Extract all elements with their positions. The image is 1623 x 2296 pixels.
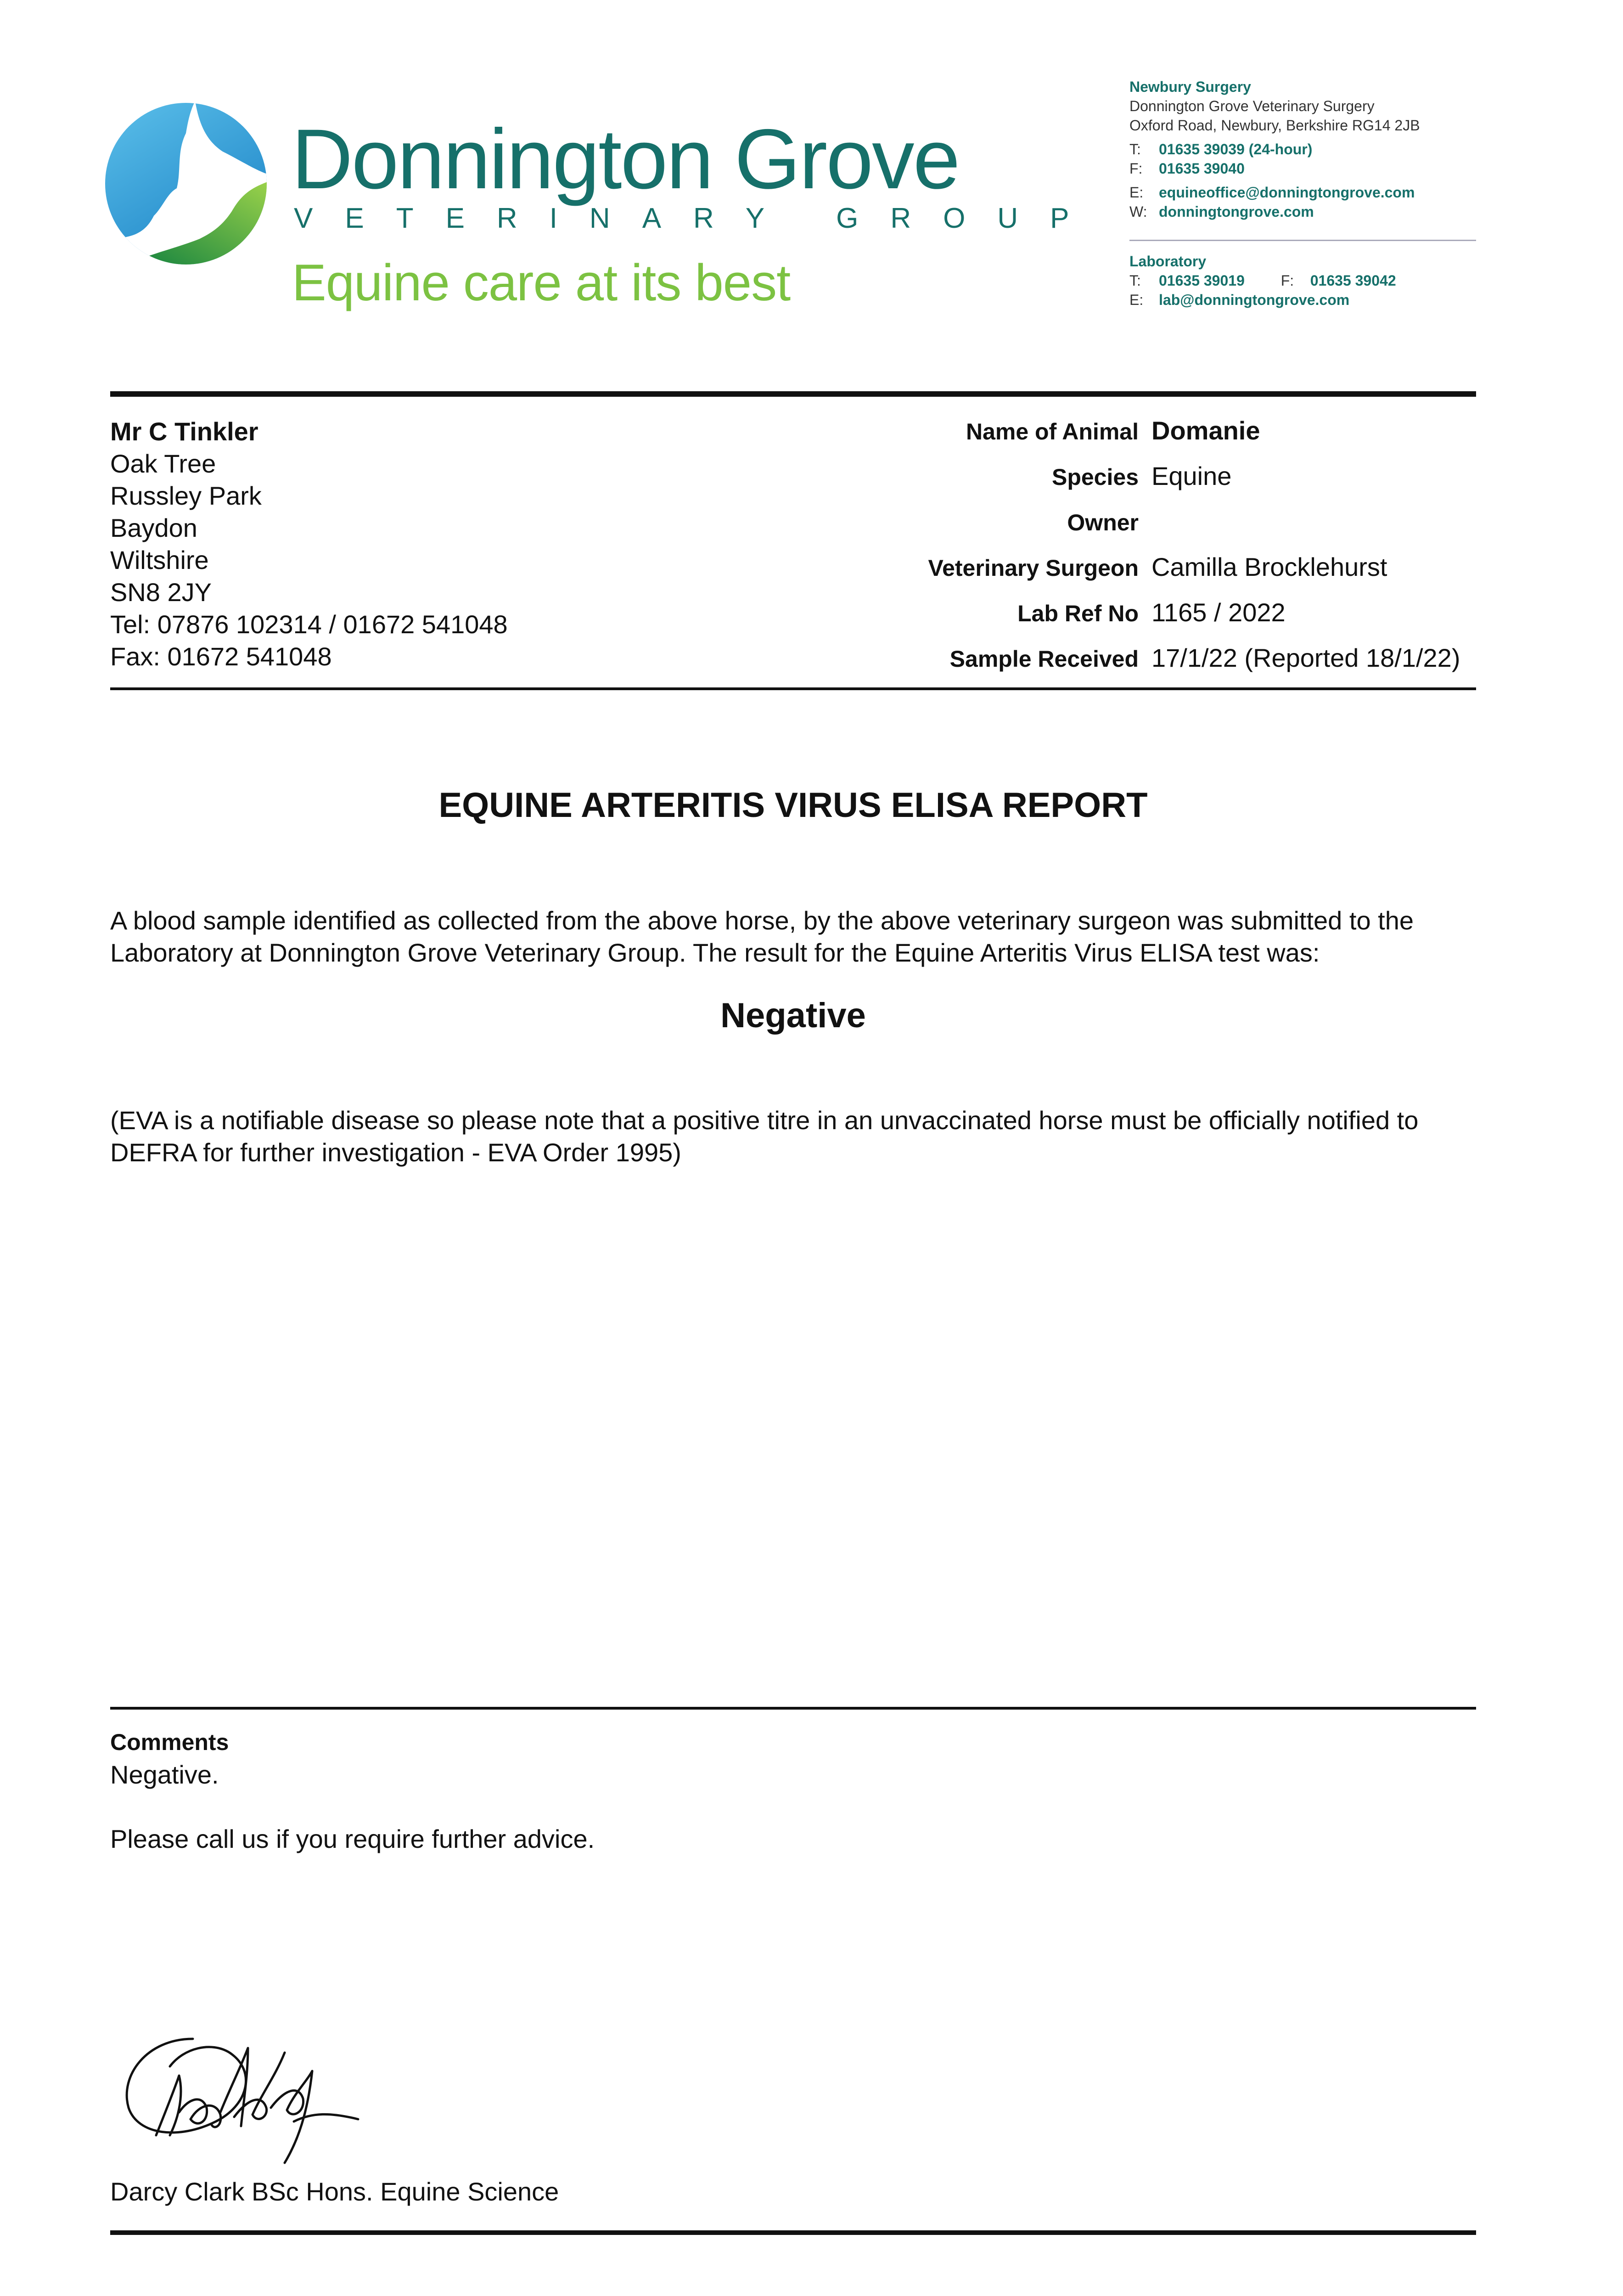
surgery-web-label: W: (1129, 203, 1147, 220)
comments-rule (110, 1707, 1476, 1710)
signature-image (110, 2020, 367, 2177)
client-postcode: SN8 2JY (110, 578, 212, 607)
detail-label: Sample Received (949, 646, 1139, 672)
animal-name-value: Domanie (1151, 416, 1260, 445)
brand-name: Donnington Grove (292, 112, 959, 207)
detail-label: Name of Animal (966, 419, 1139, 445)
header-rule (110, 391, 1476, 397)
species-value: Equine (1151, 461, 1232, 490)
detail-label: Species (1051, 464, 1139, 490)
report-note: (EVA is a notifiable disease so please note that a positive titre in an unvaccinated horse must be officially notified to DEFRA for further investigation - EVA Order 1995) (110, 1106, 1419, 1167)
detail-label: Lab Ref No (1017, 601, 1139, 626)
detail-row-species (781, 461, 1476, 506)
lab-email-label: E: (1129, 292, 1144, 308)
lab-email-link[interactable]: lab@donningtongrove.com (1159, 292, 1350, 308)
surgery-tel[interactable]: 01635 39039 (24-hour) (1159, 141, 1313, 158)
report-intro: A blood sample identified as collected from the above horse, by the above veterinary surgeon was submitted to the Laboratory at Donnington Grove Veterinary Group. The result for the Equine Arteritis Virus ELISA test was: (110, 906, 1414, 967)
footer-rule (110, 2230, 1476, 2235)
laboratory-contact-block (1129, 252, 1478, 310)
surgery-website-link[interactable]: donningtongrove.com (1159, 203, 1314, 220)
surgery-tel-label: T: (1129, 141, 1141, 158)
detail-label: Owner (1067, 510, 1139, 535)
advice-text: Please call us if you require further advice. (110, 1824, 595, 1853)
detail-row-sample-received (781, 643, 1476, 688)
brand-subtitle: VETERINARY GROUP (294, 203, 1101, 234)
client-address-block (110, 416, 508, 673)
surgery-address-line2: Oxford Road, Newbury, Berkshire RG14 2JB (1129, 117, 1420, 134)
comments-text: Negative. (110, 1760, 219, 1789)
lab-tel[interactable]: 01635 39019 (1159, 272, 1245, 289)
vet-value: Camilla Brocklehurst (1151, 552, 1387, 581)
client-address-line: Wiltshire (110, 546, 209, 574)
surgery-address-line1: Donnington Grove Veterinary Surgery (1129, 98, 1375, 114)
client-name: Mr C Tinkler (110, 417, 258, 446)
surgery-contact-block (1129, 77, 1478, 221)
lab-fax: 01635 39042 (1310, 272, 1396, 289)
laboratory-title: Laboratory (1129, 253, 1207, 270)
detail-row-labref (781, 597, 1476, 643)
sample-received-value: 17/1/22 (Reported 18/1/22) (1151, 643, 1460, 672)
client-address-line: Baydon (110, 513, 197, 542)
client-address-line: Oak Tree (110, 449, 216, 478)
client-fax: Fax: 01672 541048 (110, 642, 332, 671)
surgery-fax-label: F: (1129, 160, 1143, 177)
surgery-fax: 01635 39040 (1159, 160, 1245, 177)
signer-name: Darcy Clark BSc Hons. Equine Science (110, 2177, 559, 2206)
surgery-email-link[interactable]: equineoffice@donningtongrove.com (1159, 184, 1415, 201)
surgery-email-label: E: (1129, 184, 1144, 201)
brand-tagline: Equine care at its best (292, 254, 791, 311)
detail-label: Veterinary Surgeon (928, 555, 1139, 581)
detail-row-vet (781, 552, 1476, 597)
animal-details-table (781, 416, 1476, 688)
lab-tel-label: T: (1129, 272, 1141, 289)
details-rule (110, 687, 1476, 690)
client-tel: Tel: 07876 102314 / 01672 541048 (110, 610, 508, 639)
labref-value: 1165 / 2022 (1151, 598, 1286, 627)
surgery-title: Newbury Surgery (1129, 79, 1251, 95)
client-address-line: Russley Park (110, 481, 262, 510)
comments-label: Comments (110, 1729, 229, 1755)
logo-horse-head-icon (103, 101, 269, 266)
detail-row-animal-name (781, 416, 1476, 461)
lab-fax-label: F: (1280, 272, 1294, 289)
contact-divider (1129, 240, 1476, 241)
test-result: Negative (720, 996, 866, 1035)
comments-block (110, 1759, 595, 1855)
report-title: EQUINE ARTERITIS VIRUS ELISA REPORT (438, 786, 1148, 825)
detail-row-owner (781, 506, 1476, 552)
